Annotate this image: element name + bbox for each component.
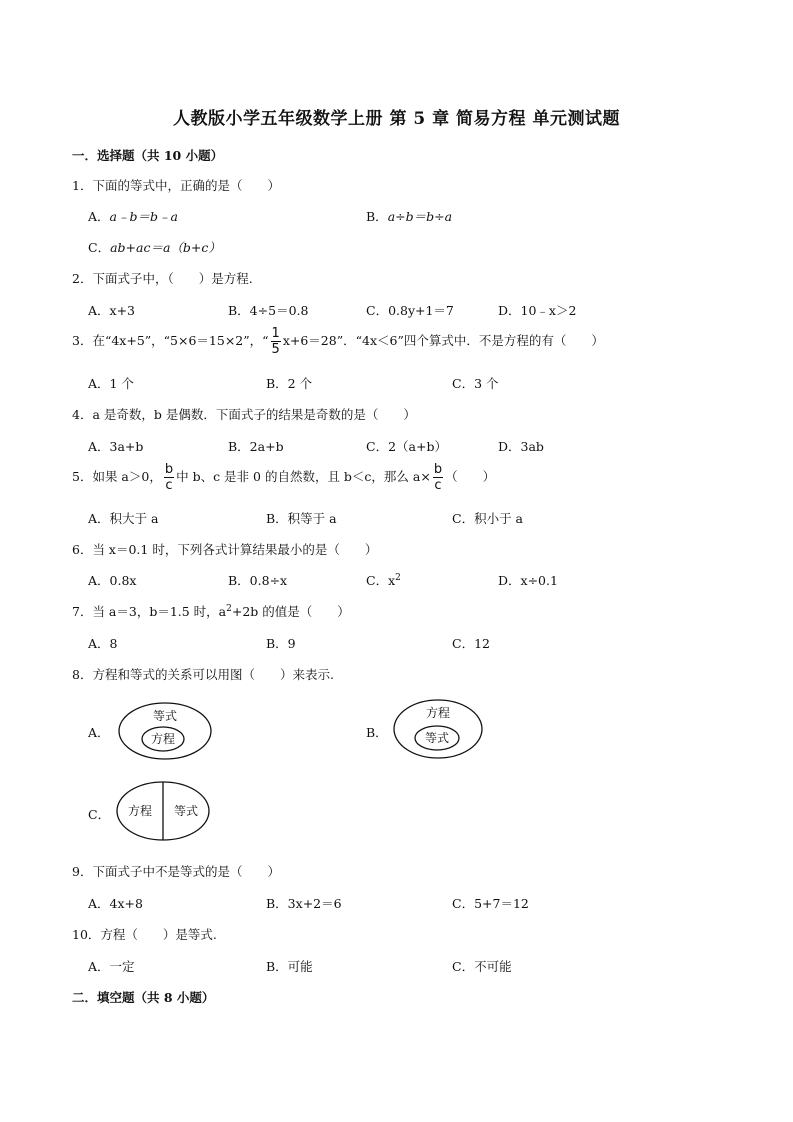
question-5-option-a[interactable]: A．积大于 a — [88, 511, 159, 526]
question-6-option-b[interactable]: B．0.8÷x — [228, 573, 288, 588]
question-5-stem: 5．如果 a＞0， $\frac{b}{c}$ 中 b、c 是非 0 的自然数，且 b＜c，那么 a× $\frac{b}{c}$ （ ） — [72, 462, 496, 493]
question-1-option-c[interactable]: C．ab+ac＝a（b+c） — [88, 240, 221, 255]
question-8-stem: 8．方程和等式的关系可以用图（ ）来表示. — [72, 667, 334, 682]
question-2-option-a[interactable]: A．x+3 — [88, 303, 136, 318]
question-3-option-b[interactable]: B．2 个 — [266, 376, 313, 391]
question-3-option-a[interactable]: A．1 个 — [88, 376, 134, 391]
question-8-option-c-label[interactable]: C． — [88, 807, 111, 822]
question-7-stem: 7．当 a＝3，b＝1.5 时，$a^2+2b$ 的值是（ ） — [72, 604, 350, 619]
venn-diagram-a[interactable] — [117, 700, 213, 762]
question-10-stem: 10．方程（ ）是等式. — [72, 927, 217, 942]
venn-a-outer-label: 等式 — [152, 709, 178, 723]
question-2-option-b[interactable]: B．4÷5＝0.8 — [228, 303, 309, 318]
question-9-option-b[interactable]: B．3x+2＝6 — [266, 896, 342, 911]
question-8-option-a-label[interactable]: A． — [88, 725, 110, 740]
question-9-option-a[interactable]: A．4x+8 — [88, 896, 143, 911]
question-6-stem: 6．当 x＝0.1 时，下列各式计算结果最小的是（ ） — [72, 542, 378, 557]
question-8-option-b-label[interactable]: B． — [366, 725, 388, 740]
question-6-option-c[interactable]: C．$x^2$ — [366, 573, 401, 588]
question-9-stem: 9．下面式子中不是等式的是（ ） — [72, 864, 280, 879]
section-heading-fill: 二．填空题（共 8 小题） — [72, 990, 215, 1005]
question-7-option-b[interactable]: B．9 — [266, 636, 296, 651]
page-title: 人教版小学五年级数学上册 第 5 章 简易方程 单元测试题 — [173, 109, 620, 129]
question-5-option-b[interactable]: B．积等于 a — [266, 511, 337, 526]
question-4-option-a[interactable]: A．3a+b — [88, 439, 144, 454]
question-9-option-c[interactable]: C．5+7＝12 — [452, 896, 529, 911]
question-4-stem: 4．a 是奇数，b 是偶数．下面式子的结果是奇数的是（ ） — [72, 407, 416, 422]
question-4-option-b[interactable]: B．2a+b — [228, 439, 284, 454]
question-6-option-d[interactable]: D．x÷0.1 — [498, 573, 558, 588]
question-1-option-a[interactable]: A．a﹣b＝b﹣a — [88, 209, 178, 224]
venn-b-inner-label: 等式 — [424, 731, 450, 745]
question-2-stem: 2．下面式子中，（ ）是方程. — [72, 271, 253, 286]
fraction-one-fifth: $\frac{1}{5}$ — [271, 326, 280, 357]
question-5-option-c[interactable]: C．积小于 a — [452, 511, 523, 526]
fraction-b-over-c: $\frac{b}{c}$ — [164, 462, 174, 493]
question-7-option-c[interactable]: C．12 — [452, 636, 490, 651]
question-1-option-b[interactable]: B．a÷b＝b÷a — [366, 209, 453, 224]
split-diagram-c[interactable] — [115, 780, 211, 842]
question-1-stem: 1．下面的等式中，正确的是（ ） — [72, 178, 280, 193]
question-6-option-a[interactable]: A．0.8x — [88, 573, 137, 588]
question-10-option-c[interactable]: C．不可能 — [452, 959, 512, 974]
question-2-option-c[interactable]: C．0.8y+1＝7 — [366, 303, 454, 318]
question-4-option-d[interactable]: D．3ab — [498, 439, 544, 454]
question-10-option-b[interactable]: B．可能 — [266, 959, 313, 974]
question-3-option-c[interactable]: C．3 个 — [452, 376, 499, 391]
venn-b-outer-label: 方程 — [425, 706, 451, 720]
question-7-option-a[interactable]: A．8 — [88, 636, 118, 651]
question-4-option-c[interactable]: C．2（a+b） — [366, 439, 447, 454]
section-heading-choice: 一．选择题（共 10 小题） — [72, 148, 224, 163]
question-3-stem: 3．在“4x+5”，“5×6＝15×2”，“ $\frac{1}{5}$ x+6＝28”．“4x＜6”四个算式中．不是方程的有（ ） — [72, 326, 604, 357]
split-c-left-label: 方程 — [127, 804, 153, 818]
venn-a-inner-label: 方程 — [150, 732, 176, 746]
split-c-right-label: 等式 — [173, 804, 199, 818]
venn-diagram-b[interactable] — [392, 697, 484, 761]
fraction-b-over-c: $\frac{b}{c}$ — [433, 462, 443, 493]
question-10-option-a[interactable]: A．一定 — [88, 959, 135, 974]
question-2-option-d[interactable]: D．10﹣x＞2 — [498, 303, 577, 318]
